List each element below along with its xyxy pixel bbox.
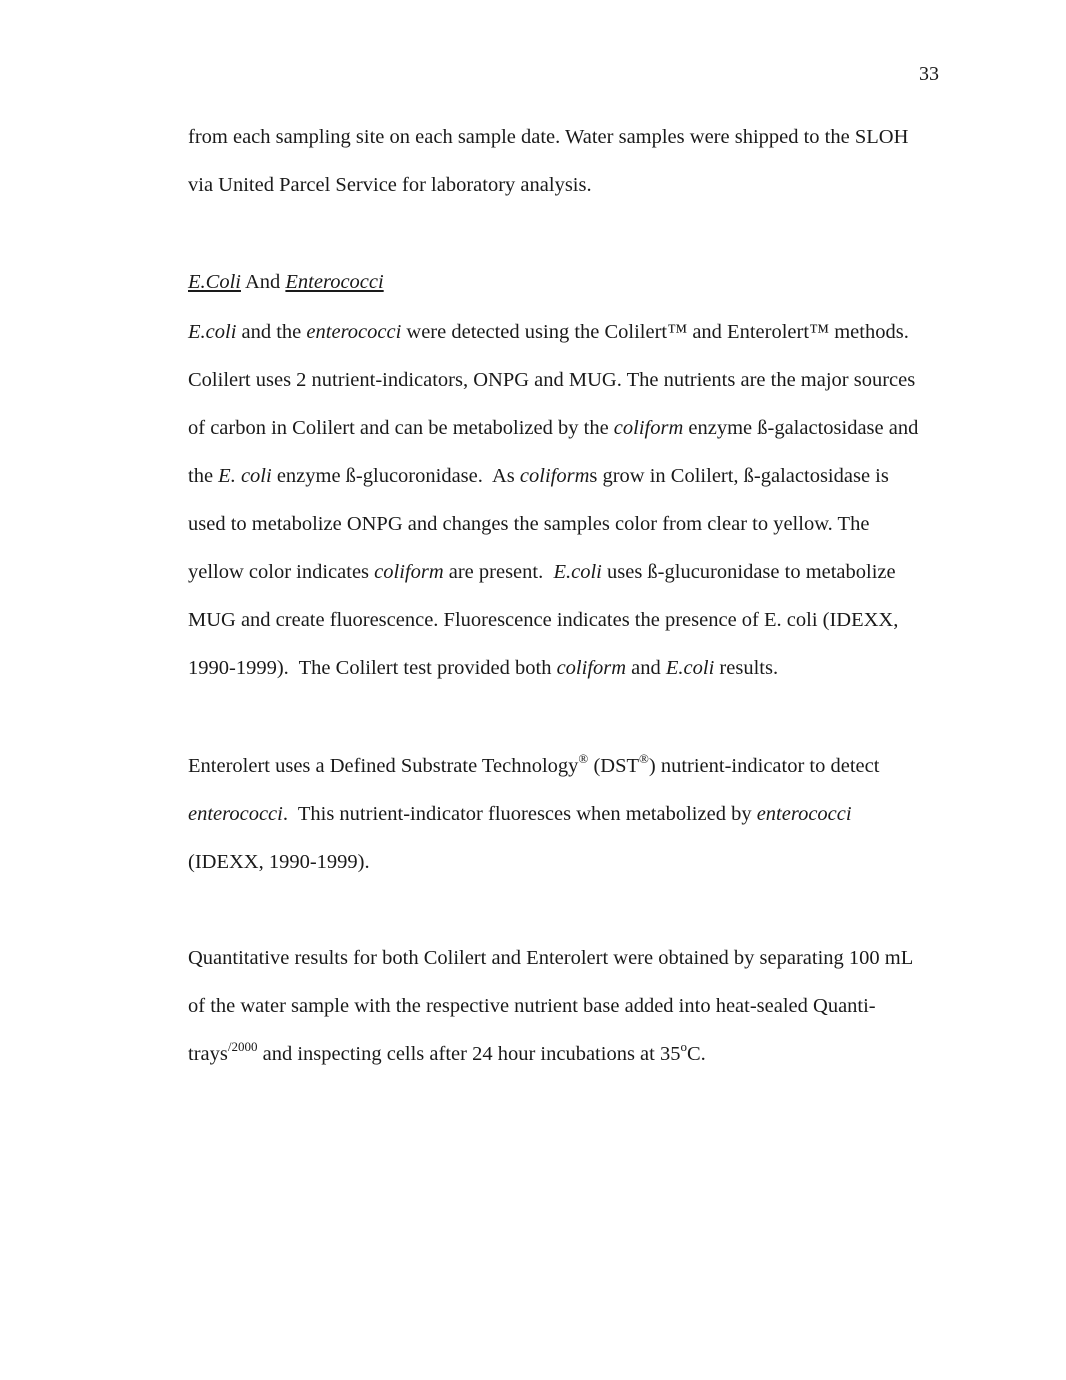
text-line: of carbon in Colilert and can be metabolized by the coliform enzyme ß-galactosidase and xyxy=(188,417,919,439)
text-line: (IDEXX, 1990-1999). xyxy=(188,851,370,873)
text-line: MUG and create fluorescence. Fluorescence indicates the presence of E. coli (IDEXX, xyxy=(188,609,899,631)
page-number: 33 xyxy=(919,63,939,85)
registered-mark: ® xyxy=(578,751,589,766)
degree-superscript: o xyxy=(680,1039,687,1054)
heading-enterococci: Enterococci xyxy=(285,271,384,293)
text-line: the E. coli enzyme ß-glucoronidase. As coliforms grow in Colilert, ß-galactosidase is xyxy=(188,465,889,487)
heading-and: And xyxy=(240,271,286,293)
text-line: Colilert uses 2 nutrient-indicators, ONPG and MUG. The nutrients are the major sources xyxy=(188,369,916,391)
text-line: used to metabolize ONPG and changes the samples color from clear to yellow. The xyxy=(188,513,870,535)
text-line: trays$^{/2000}$ and inspecting cells after 24 hour incubations at 35$^o$C. xyxy=(188,1039,706,1065)
text-line: enterococci. This nutrient-indicator fluoresces when metabolized by enterococci xyxy=(188,803,852,825)
superscript: /2000 xyxy=(227,1039,258,1054)
registered-mark: ® xyxy=(639,751,649,766)
heading-ecoli: E.Coli xyxy=(188,271,241,293)
text-line: via United Parcel Service for laboratory analysis. xyxy=(188,174,592,196)
text-line: 1990-1999). The Colilert test provided both coliform and E.coli results. xyxy=(188,657,779,679)
text-line: Quantitative results for both Colilert and Enterolert were obtained by separating 100 mL xyxy=(188,947,914,969)
text-line: of the water sample with the respective nutrient base added into heat-sealed Quanti- xyxy=(188,995,876,1017)
text-line: Enterolert uses a Defined Substrate Technology® (DST®) nutrient-indicator to detect xyxy=(188,751,880,777)
text-line: E.coli and the enterococci were detected using the Colilert™ and Enterolert™ methods. xyxy=(188,321,909,343)
text-line: from each sampling site on each sample date. Water samples were shipped to the SLOH xyxy=(188,126,909,148)
text-line: yellow color indicates coliform are present. E.coli uses ß-glucuronidase to metabolize xyxy=(188,561,896,583)
